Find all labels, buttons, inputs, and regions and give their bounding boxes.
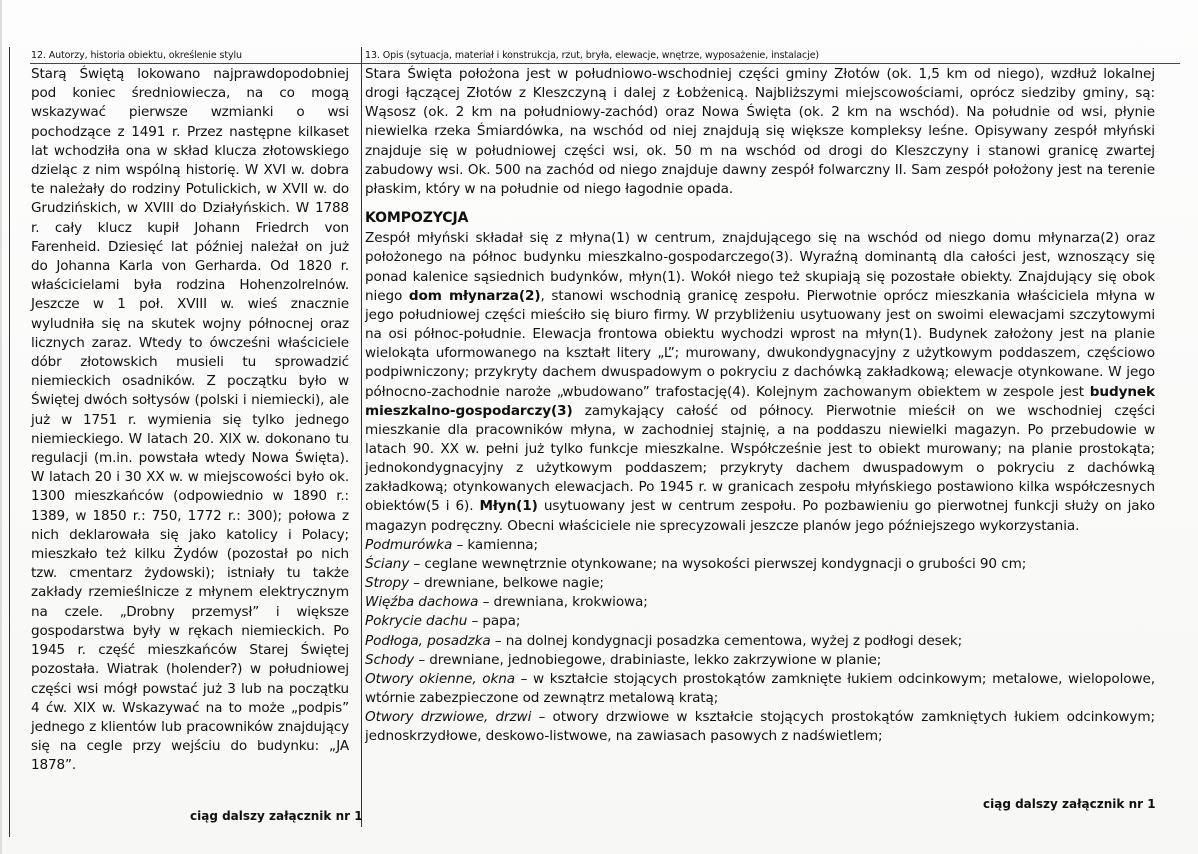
column-divider <box>361 47 362 827</box>
description-column <box>365 50 1155 746</box>
materials-list <box>365 536 1155 747</box>
materials-desc: – drewniane, belkowe nagie; <box>408 575 604 592</box>
section-title: KOMPOZYCJA <box>365 210 469 227</box>
composition-text: zamykający całość od północy. Pierwotnie mieścił on we wschodniej części mieszkanie dla pracowników młyna, w zachodniej stajnię, a na poddaszu niewielki magazyn. Po przebudowie w latach 90. XX w. pełni już tylko funkcje mieszkalne. Współcześnie jest to obiekt murowany; na planie prostokąta; jednokondygnacyjny z użytkowym poddaszem; przykryty dachem dwuspadowym o pokryciu z dachówką zakładkową; otynkowanych elewacjach. Po 1945 r. w granicach zespołu młyńskiego postawiono kilka współczesnych obiektów(5 i 6). <box>365 402 1155 515</box>
history-column <box>31 50 349 776</box>
composition-text: Zespół młyński składał się z młyna(1) w centrum, znajdującego się na wschód od niego domu młynarza(2) oraz położonego na północ budynku mieszkalno-gospodarczego(3). Wyraźną dominantą dla całości jest, wznoszący się ponad kalenice sąsiednich budynków, młyn(1). Wokół niego też skupiają się pozostałe obiekty. Znajdujący się obok niego <box>365 230 1155 304</box>
materials-desc: – drewniane, jednobiegowe, drabiniaste, lekko zakrzywione w planie; <box>414 651 882 668</box>
materials-desc: – drewniana, krokwiowa; <box>478 594 648 611</box>
materials-term: Otwory okienne, okna <box>365 670 516 687</box>
materials-term: Stropy <box>365 575 409 592</box>
bold-term: budynek mieszkalno-gospodarczy(3) <box>365 383 1155 419</box>
composition-paragraph <box>365 229 1155 536</box>
continuation-note-left: ciąg dalszy załącznik nr 1 <box>190 809 363 823</box>
bold-term: Młyn(1) <box>479 498 538 515</box>
materials-term: Otwory drzwiowe, drzwi <box>365 709 532 726</box>
materials-term: Schody <box>365 651 415 668</box>
materials-item <box>365 574 1155 593</box>
materials-desc: – otwory drzwiowe w kształcie stojących prostokątów zamkniętych łukiem odcinkowym; jednoskrzydłowe, deskowo-listwowe, na zawiasach pasowych z nadświetlem; <box>365 709 1155 745</box>
bold-term: dom młynarza(2) <box>408 287 541 304</box>
materials-item <box>365 536 1155 555</box>
materials-desc: – kamienna; <box>452 536 538 553</box>
materials-term: Więźba dachowa <box>365 594 479 611</box>
scan-edge <box>0 0 2 854</box>
materials-term: Pokrycie dachu <box>365 613 468 630</box>
materials-desc: – w kształcie stojących prostokątów zamknięte łukiem odcinkowym; metalowe, wielopolowe, wtórnie zabezpieczone od zewnątrz metalową kratą; <box>365 670 1156 706</box>
continuation-note-right: ciąg dalszy załącznik nr 1 <box>983 797 1156 811</box>
composition-text: usytuowany jest w centrum zespołu. Po pozbawieniu go pierwotnej funkcji służy on jako magazyn podręczny. Obecni właściciele nie sprecyzowali jeszcze planów jego późniejszego wykorzystania. <box>365 498 1155 534</box>
materials-term: Podłoga, posadzka <box>365 632 491 649</box>
materials-item <box>365 555 1155 574</box>
materials-term: Ściany <box>365 555 410 572</box>
materials-term: Podmurówka <box>365 536 453 553</box>
materials-item <box>365 632 1155 651</box>
composition-text: , stanowi wschodnią granicę zespołu. Pierwotnie oprócz mieszkania właściciela młyna w jego południowej części mieściło się biuro firmy. W przybliżeniu usytuowany jest on swoimi elewacjami szczytowymi na osi północ-południe. Elewacja frontowa obiektu wychodzi wprost na młyn(1). Budynek założony jest na planie wielokąta uformowanego na kształt litery „L”; murowany, dwukondygnacyjny z użytkowym poddaszem, częściowo podpiwniczony; przykryty dachem dwuspadowym o pokryciu z dachówką zakładkową; elewacje otynkowane. W jego północno-zachodnie naroże „wbudowano” trafostację(4). Kolejnym zachowanym obiektem w zespole jest <box>365 287 1156 400</box>
materials-desc: – papa; <box>467 613 521 630</box>
materials-item <box>365 593 1155 612</box>
history-text: Starą Świętą lokowano najprawdopodobniej pod koniec średniowiecza, na co mogą wskazywać pierwsze wzmianki o wsi pochodzące z 1491 r. Przez następne kilkaset lat wchodziła ona w skład klucza złotowskiego dzieląc z nim wspólną historię. W XVI w. dobra te należały do rodziny Potulickich, w XVII w. do Grudzińskich, w XVIII do Działyńskich. W 1788 r. cały klucz kupił Johann Friedrch von Farenheid. Dziesięć lat później należał on już do Johanna Karla von Gerharda. Od 1820 r. właścicielami była rodzina Hohenzolrelnów. Jeszcze w 1 poł. XVIII w. wieś znacznie wyludniła się na skutek wojny północnej oraz licznych zaraz. Wtedy to ówcześni właściciele dóbr złotowskich musieli tu sprowadzić niemieckich osadników. Z początku było w Świętej dwóch sołtysów (polski i niemiecki), ale już w 1751 r. wymienia się tylko jednego niemieckiego. W latach 20. XIX w. dokonano tu regulacji (m.in. powstała wtedy Nowa Święta). W latach 20 i 30 XX w. w miejscowości było ok. 1300 mieszkańców (odpowiednio w 1890 r.: 1389, w 1850 r.: 750, 1772 r.: 300); połowa z nich deklarowała się jako katolicy i Polacy; mieszkało też kilku Żydów (pozostał po nich tzw. cmentarz żydowski); istniały tu także zakłady rzemieślnicze z młynem elektrycznym na czele. „Drobny przemysł” i większe gospodarstwa były w rękach niemieckich. Po 1945 r. część mieszkańców Starej Świętej pozostała. Wiatrak (holender?) w południowej części wsi mógł powstać już 3 lub na początku 4 ćw. XIX w. Wskazywać na to może „podpis” jednego z klientów lub pracowników znajdujący się na cegle przy wejściu do budynku: „JA 1878”. <box>31 66 349 774</box>
left-border-line <box>9 47 10 837</box>
materials-item <box>365 651 1155 670</box>
location-paragraph: Stara Święta położona jest w południowo-wschodniej części gminy Złotów (ok. 1,5 km od niego), wzdłuż lokalnej drogi łączącej Złotów z Kleszczyną i dalej z Łobżenicą. Najbliższymi miejscowościami, oprócz siedziby gminy, są: Wąsosz (ok. 2 km na południowy-zachód) oraz Nowa Święta (ok. 2 km na wschód). Na południe od wsi, płynie niewielka rzeka Śmiardówka, na wschód od niej znajdują się większe kompleksy leśne. Opisywany zespół młyński znajduje się w południowej części wsi, ok. 50 m na wschód od drogi do Kleszczyny i stanowi granicę zwartej zabudowy wsi. Ok. 500 na zachód od niego znajduje dawny zespół folwarczny II. Sam zespół położony jest na terenie płaskim, który w na południe od niego łagodnie opada. <box>365 66 1155 197</box>
materials-desc: – na dolnej kondygnacji posadzka cementowa, wyżej z podłogi desek; <box>490 632 963 649</box>
materials-item <box>365 670 1155 708</box>
materials-item <box>365 612 1155 631</box>
materials-item <box>365 708 1155 746</box>
history-header: 12. Autorzy, historia obiektu, określenie stylu <box>31 50 242 61</box>
description-header: 13. Opis (sytuacja, materiał i konstrukcja, rzut, bryła, elewacje, wnętrze, wyposażenie, instalacje) <box>365 50 820 61</box>
materials-desc: – ceglane wewnętrznie otynkowane; na wysokości pierwszej kondygnacji o grubości 90 cm; <box>409 555 1027 572</box>
